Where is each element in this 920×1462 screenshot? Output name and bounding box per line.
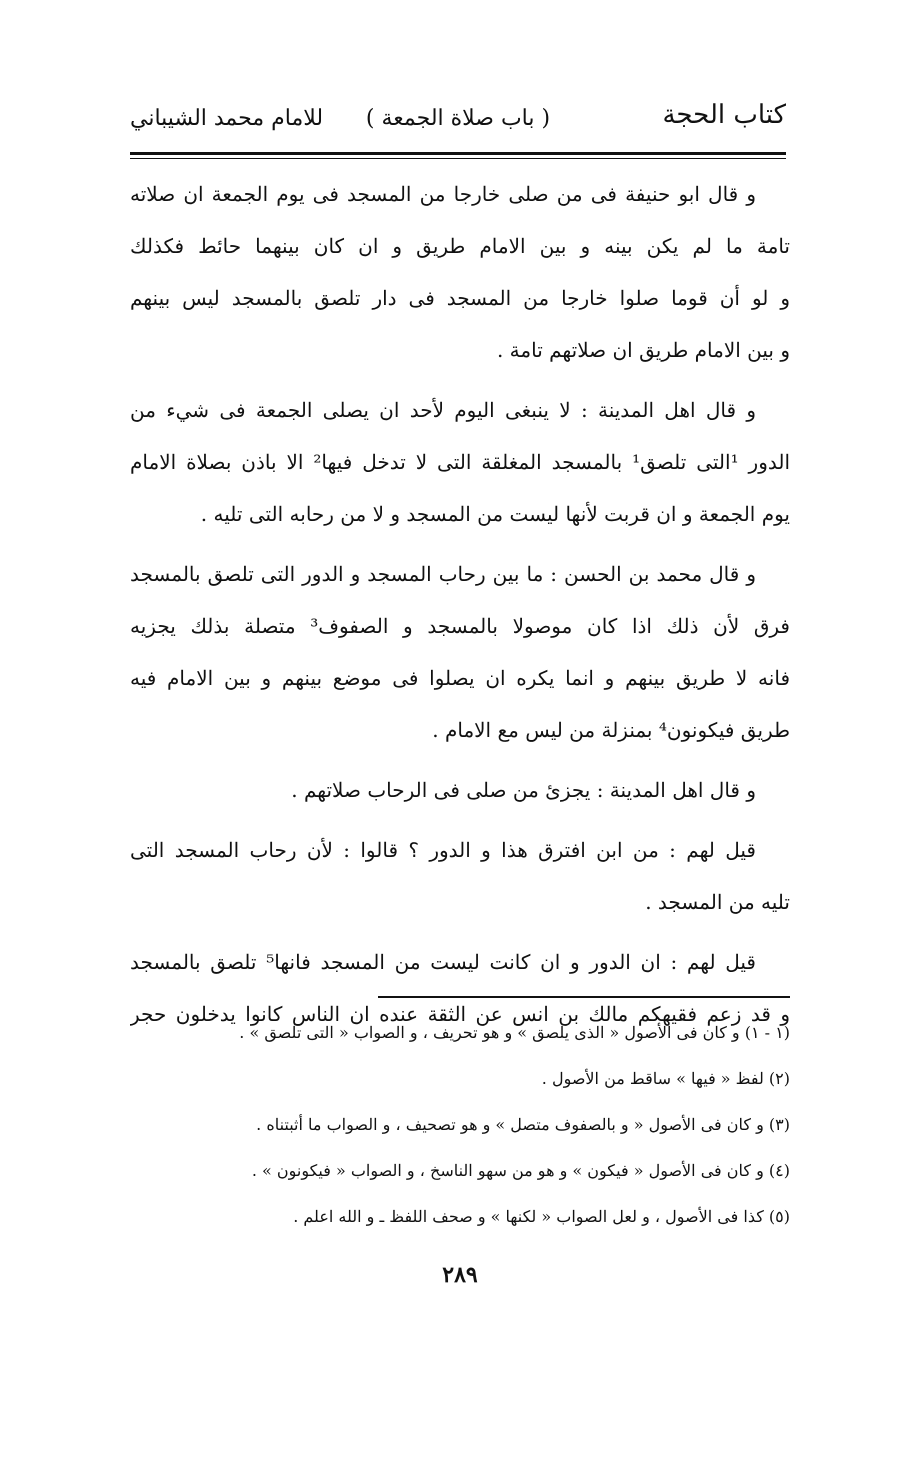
paragraph-3 [130, 548, 790, 756]
text-line: طريق فيكونون⁴ بمنزلة من ليس مع الامام . [432, 718, 790, 742]
page-number: ٢٨٩ [442, 1262, 478, 1288]
footnote-2: (٢) لفظ « فيها » ساقط من الأصول . [541, 1069, 790, 1088]
paragraph-4 [130, 764, 790, 816]
paragraph-2 [130, 384, 790, 540]
footnotes [130, 1010, 790, 1240]
footnote-4: (٤) و كان فى الأصول « فيكون » و هو من سهو الناسخ ، و الصواب « فيكونون » . [251, 1161, 790, 1180]
paragraph-1 [130, 168, 790, 376]
text-line: و بين الامام طريق ان صلاتهم تامة . [496, 338, 790, 362]
text-line: و قال محمد بن الحسن : ما بين رحاب المسجد و الدور التى تلصق بالمسجد [130, 562, 756, 586]
author-name: للامام محمد الشيباني [130, 106, 324, 131]
text-line: قيل لهم : من ابن افترق هذا و الدور ؟ قالوا : لأن رحاب المسجد التى [130, 838, 756, 862]
footnote-5: (٥) كذا فى الأصول ، و لعل الصواب « لكنها » و صحف اللفظ ـ و الله اعلم . [293, 1207, 790, 1226]
running-header [130, 100, 786, 148]
text-line: و قال اهل المدينة : يجزئ من صلى فى الرحاب صلاتهم . [291, 778, 756, 802]
header-rule-thick [130, 152, 786, 155]
text-line: قيل لهم : ان الدور و ان كانت ليست من المسجد فانها⁵ تلصق بالمسجد [130, 950, 756, 974]
footnote-3: (٣) و كان فى الأصول « و بالصفوف متصل » و هو تصحيف ، و الصواب ما أثبتناه . [256, 1115, 790, 1134]
header-rule-thin [130, 158, 786, 159]
text-line: يوم الجمعة و ان قربت لأنها ليست من المسجد و لا من رحابه التى تليه . [200, 502, 790, 526]
text-line: و قال اهل المدينة : لا ينبغى اليوم لأحد ان يصلى الجمعة فى شيء من [130, 398, 756, 422]
text-line: و قد زعم فقيهكم مالك بن انس عن الثقة عنده ان الناس كانوا يدخلون حجر [130, 1002, 790, 1026]
footnote-separator [378, 996, 790, 998]
footnote-1: (١ - ١) و كان فى الأصول « الذى يلصق » و هو تحريف ، و الصواب « التى تلصق » . [239, 1023, 790, 1042]
text-line: فانه لا طريق بينهم و انما يكره ان يصلوا فى موضع بينهم و بين الامام فيه [130, 666, 790, 690]
text-line: تامة ما لم يكن بينه و بين الامام طريق و ان كان بينهما حائط فكذلك [130, 234, 790, 258]
book-title: كتاب الحجة [662, 100, 786, 130]
text-line: فرق لأن ذلك اذا كان موصولا بالمسجد و الصفوف³ متصلة بذلك يجزيه [130, 614, 790, 638]
text-line: الدور ¹التى تلصق¹ بالمسجد المغلقة التى لا تدخل فيها² الا باذن بصلاة الامام [130, 450, 790, 474]
text-line: تليه من المسجد . [645, 890, 790, 914]
main-text [130, 168, 790, 1040]
text-line: و لو أن قوما صلوا خارجا من المسجد فى دار تلصق بالمسجد ليس بينهم [130, 286, 790, 310]
paragraph-5 [130, 824, 790, 928]
text-line: و قال ابو حنيفة فى من صلى خارجا من المسجد فى يوم الجمعة ان صلاته [130, 182, 756, 206]
chapter-title: ( باب صلاة الجمعة ) [365, 106, 551, 131]
